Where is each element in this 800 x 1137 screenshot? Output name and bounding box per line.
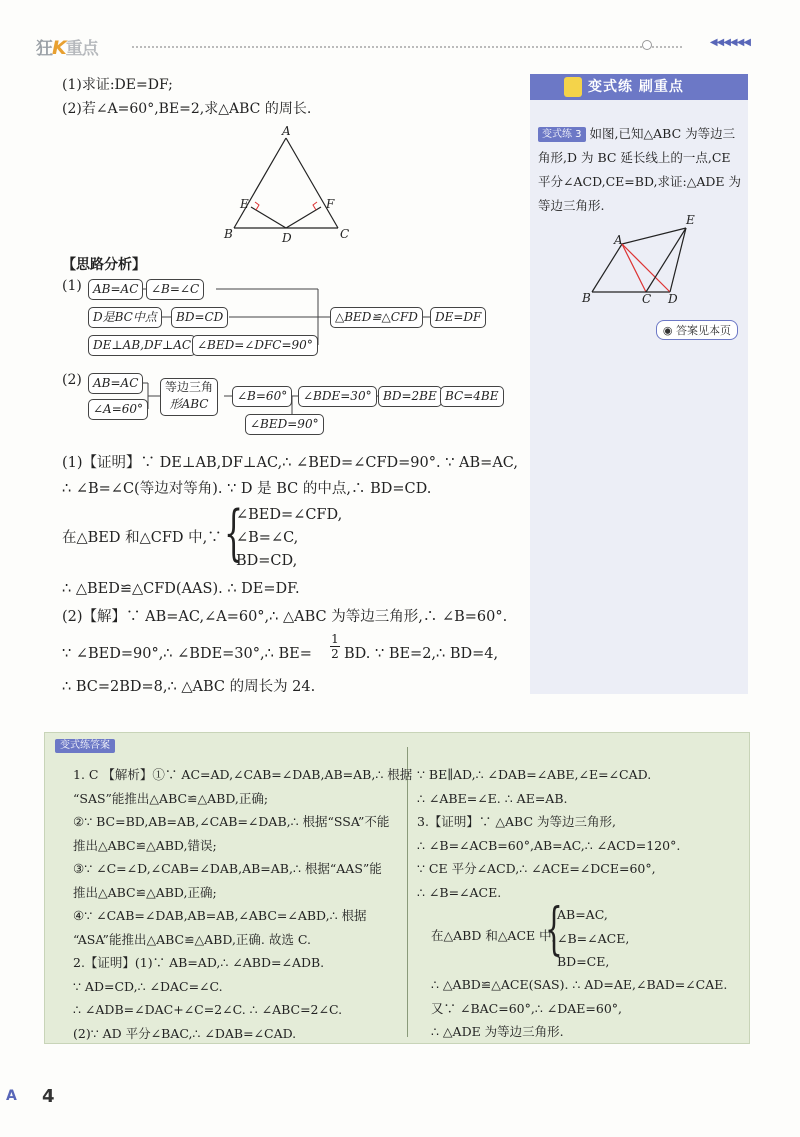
- ans-left-6: ④∵ ∠CAB=∠DAB,AB=AB,∠ABC=∠ABD,∴ 根据: [73, 908, 367, 923]
- flow-box-right: ∠BED=∠DFC=90°: [192, 335, 318, 356]
- ans-sys-2: BD=CE,: [557, 954, 610, 969]
- variant-practice-banner: [530, 74, 748, 100]
- ans-left-9: ∵ AD=CD,∴ ∠DAC=∠C.: [73, 978, 223, 994]
- ans-left-2: ②∵ BC=BD,AB=AB,∠CAB=∠DAB,∴ 根据“SSA”不能: [73, 814, 390, 829]
- brand-logo: 狂K重点: [36, 37, 98, 59]
- fig2-label-e: E: [686, 214, 695, 227]
- proof-line-1: (1)【证明】∵ DE⊥AB,DF⊥AC,∴ ∠BED=∠CFD=90°. ∵ AB=AC,: [62, 455, 518, 471]
- triangle-figure: [220, 124, 360, 244]
- ans-left-7: “ASA”能推出△ABC≌△ABD,正确. 故选 C.: [73, 931, 311, 947]
- question-2: (2)若∠A=60°,BE=2,求△ABC 的周长.: [62, 101, 312, 117]
- proof-line-7: ∴ BC=2BD=8,∴ △ABC 的周长为 24.: [62, 679, 316, 695]
- variant-problem-body: 如图,已知△ABC 为等边三角形,D 为 BC 延长线上的一点,CE 平分∠ACD,CE=BD,求证:△ADE 为等边三角形.: [538, 126, 741, 213]
- answers-tag: 变式练答案: [55, 739, 115, 753]
- fig1-label-c: C: [340, 227, 350, 241]
- flow2-box-bed90: ∠BED=90°: [245, 414, 324, 435]
- ans-left-4: ③∵ ∠C=∠D,∠CAB=∠DAB,AB=AB,∴ 根据“AAS”能: [73, 861, 382, 876]
- flow-1-label: (1): [62, 278, 82, 294]
- fig1-label-f: F: [326, 197, 335, 211]
- ans-left-1: “SAS”能推出△ABC≌△ABD,正确;: [73, 790, 269, 806]
- ans-left-8: 2.【证明】(1)∵ AB=AD,∴ ∠ABD=∠ADB.: [73, 955, 325, 970]
- ans-left-0: 1. C 【解析】①∵ AC=AD,∠CAB=∠DAB,AB=AB,∴ 根据: [73, 767, 413, 782]
- ans-brace: {: [545, 897, 563, 962]
- ans-right-4: ∵ CE 平分∠ACD,∴ ∠ACE=∠DCE=60°,: [417, 861, 656, 876]
- proof-line-5: (2)【解】∵ AB=AC,∠A=60°,∴ △ABC 为等边三角形,∴ ∠B=60°.: [62, 609, 508, 625]
- ans-right-2: 3.【证明】∵ △ABC 为等边三角形,: [417, 814, 616, 829]
- header-arrows-icon: ◀◀◀◀◀◀: [709, 37, 750, 48]
- ans-right-0: ∵ BE∥AD,∴ ∠DAB=∠ABE,∠E=∠CAD.: [417, 767, 652, 782]
- flow-box-b-c: ∠B=∠C: [146, 279, 204, 300]
- proof-line-3a: ∠BED=∠CFD,: [236, 507, 343, 523]
- fig1-label-b: B: [224, 227, 233, 241]
- flow-2-label: (2): [62, 372, 82, 388]
- ans-end-1: 又∵ ∠BAC=60°,∴ ∠DAE=60°,: [431, 1000, 623, 1016]
- answers-panel: [44, 732, 750, 1044]
- proof-line-3-pre: 在△BED 和△CFD 中,∵: [62, 530, 222, 546]
- flow2-box-bde30: ∠BDE=30°: [298, 386, 377, 407]
- proof-line-4: ∴ △BED≌△CFD(AAS). ∴ DE=DF.: [62, 581, 300, 597]
- proof-line-6b: BD. ∵ BE=2,∴ BD=4,: [344, 646, 499, 662]
- proof-line-3c: BD=CD,: [236, 553, 298, 569]
- ans-right-3: ∴ ∠B=∠ACB=60°,AB=AC,∴ ∠ACD=120°.: [417, 837, 681, 853]
- fig1-label-e: E: [240, 197, 249, 211]
- flow-box-ab-ac: AB=AC: [88, 279, 143, 300]
- fraction-denominator: 2: [331, 647, 339, 661]
- flow-box-cong: △BED≌△CFD: [330, 307, 423, 328]
- ans-right-1: ∴ ∠ABE=∠E. ∴ AE=AB.: [417, 790, 568, 806]
- fig1-label-d: D: [282, 231, 292, 244]
- answers-right-column: [417, 763, 680, 904]
- fraction: [330, 632, 340, 661]
- proof-brace: {: [224, 498, 244, 568]
- flow2-box-bd2be: BD=2BE: [378, 386, 442, 407]
- page-header: [36, 34, 750, 58]
- flow2-equi-line1: 等边三角: [165, 380, 214, 394]
- variant-figure: [578, 214, 708, 304]
- ans-right-5: ∴ ∠B=∠ACE.: [417, 884, 502, 900]
- banner-title: 变式练 刷重点: [588, 79, 684, 95]
- ans-sys-1: ∠B=∠ACE,: [557, 930, 630, 946]
- footer-logo-icon: A: [6, 1088, 17, 1104]
- student-icon: [564, 77, 582, 97]
- answers-right-end: [431, 973, 727, 1044]
- variant-tag: 变式练 3: [538, 127, 586, 142]
- answers-left-column: [73, 763, 412, 1045]
- ans-left-10: ∴ ∠ADB=∠DAC+∠C=2∠C. ∴ ∠ABC=2∠C.: [73, 1002, 343, 1017]
- proof-line-3b: ∠B=∠C,: [236, 530, 299, 546]
- fig2-label-b: B: [582, 291, 591, 304]
- ans-right-sys-pre: 在△ABD 和△ACE 中,: [431, 928, 556, 943]
- flow2-box-equilateral: [160, 378, 218, 416]
- proof-line-2: ∴ ∠B=∠C(等边对等角). ∵ D 是 BC 的中点,∴ BD=CD.: [62, 481, 432, 497]
- ans-left-11: (2)∵ AD 平分∠BAC,∴ ∠DAB=∠CAD.: [73, 1025, 297, 1041]
- flow2-box-bc4be: BC=4BE: [440, 386, 504, 407]
- flow-box-de-df: DE=DF: [430, 307, 486, 328]
- fig1-label-a: A: [282, 124, 291, 138]
- ans-end-0: ∴ △ABD≌△ACE(SAS). ∴ AD=AE,∠BAD=∠CAE.: [431, 977, 728, 992]
- flow-box-d-mid: D是BC中点: [88, 307, 162, 328]
- fig2-label-d: D: [668, 292, 678, 304]
- fig2-label-a: A: [614, 233, 623, 247]
- variant-problem-text: [538, 122, 744, 218]
- header-circle: [642, 40, 652, 50]
- answer-link-label: 答案见本页: [676, 324, 731, 337]
- answer-link[interactable]: ◉ 答案见本页: [656, 320, 738, 340]
- ans-sys-0: AB=AC,: [557, 907, 608, 922]
- flow2-box-b60: ∠B=60°: [232, 386, 292, 407]
- proof-line-6a: ∵ ∠BED=90°,∴ ∠BDE=30°,∴ BE=: [62, 646, 312, 662]
- fig2-label-c: C: [642, 292, 652, 304]
- page-number: 4: [42, 1086, 55, 1107]
- flow2-equi-line2: 形ABC: [169, 397, 209, 411]
- fraction-numerator: 1: [331, 632, 339, 646]
- header-dotted-rule: [132, 46, 682, 48]
- ans-end-2: ∴ △ADE 为等边三角形.: [431, 1024, 564, 1039]
- flow-box-perp: DE⊥AB,DF⊥AC: [88, 335, 196, 356]
- ans-left-5: 推出△ABC≌△ABD,正确;: [73, 884, 217, 900]
- analysis-title: 【思路分析】: [62, 257, 146, 273]
- ans-left-3: 推出△ABC≌△ABD,错误;: [73, 837, 217, 853]
- flow2-box-ab-ac: AB=AC: [88, 373, 143, 394]
- variant-practice-panel: [530, 74, 748, 694]
- ans-right-system: [557, 903, 629, 974]
- flow2-box-a60: ∠A=60°: [88, 399, 148, 420]
- flow-box-bd-cd: BD=CD: [171, 307, 228, 328]
- question-1: (1)求证:DE=DF;: [62, 77, 173, 93]
